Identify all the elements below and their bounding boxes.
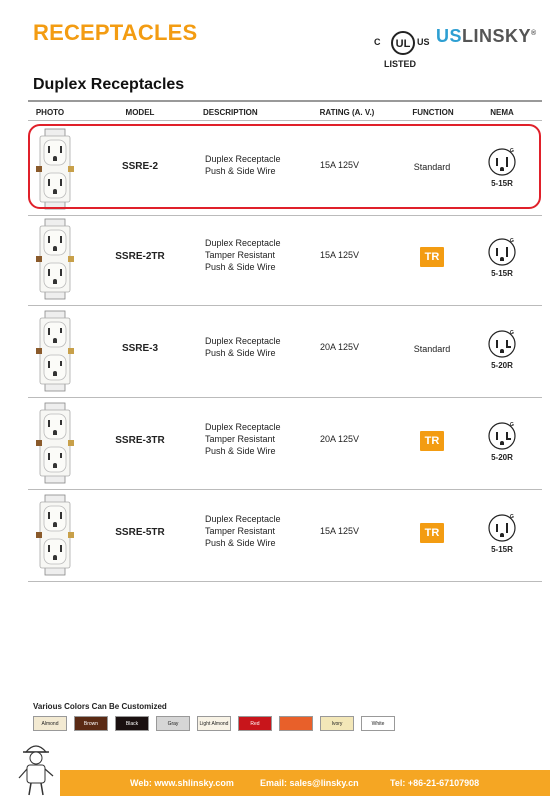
section-title: Duplex Receptacles: [33, 76, 185, 93]
ground-mark: G: [510, 238, 514, 244]
ul-c-mark: C: [374, 37, 381, 47]
description-line: Push & Side Wire: [205, 348, 276, 358]
description-line: Duplex Receptacle: [205, 154, 281, 164]
description-line: Push & Side Wire: [205, 166, 276, 176]
col-header-rating: RATING (A. V.): [319, 108, 375, 117]
nema-outlet-icon: [487, 421, 517, 451]
tamper-resistant-badge: TR: [420, 431, 444, 451]
ground-mark: G: [510, 514, 514, 520]
rating: 15A 125V: [320, 160, 360, 170]
nema-label: 5-15R: [491, 269, 513, 278]
row-divider: [28, 489, 542, 490]
footer-web: Web: www.shlinsky.com: [130, 778, 234, 788]
row-divider: [28, 581, 542, 582]
column-header-divider: [28, 120, 542, 121]
nema-outlet-icon: [487, 329, 517, 359]
description-line: Tamper Resistant: [205, 434, 276, 444]
function: Standard: [413, 162, 451, 172]
colors-title: Various Colors Can Be Customized: [33, 702, 167, 711]
nema-label: 5-20R: [491, 453, 513, 462]
description-line: Push & Side Wire: [205, 538, 276, 548]
color-swatch: Almond: [33, 716, 67, 731]
color-swatch: Brown: [74, 716, 108, 731]
ul-listed-text: LISTED: [384, 59, 417, 69]
rating: 15A 125V: [320, 526, 360, 536]
description: [205, 513, 315, 549]
color-swatch: Black: [115, 716, 149, 731]
col-header-model: MODEL: [125, 108, 155, 117]
nema-outlet-icon: [487, 237, 517, 267]
description-line: Duplex Receptacle: [205, 238, 281, 248]
row-divider: [28, 305, 542, 306]
receptacle-photo: [33, 218, 77, 300]
description-line: Push & Side Wire: [205, 446, 276, 456]
color-swatch: Ivory: [320, 716, 354, 731]
col-header-description: DESCRIPTION: [203, 108, 258, 117]
description-line: Duplex Receptacle: [205, 422, 281, 432]
footer-email: Email: sales@linsky.cn: [260, 778, 359, 788]
color-swatch: Red: [238, 716, 272, 731]
ul-listed-logo: [372, 22, 434, 74]
description-line: Push & Side Wire: [205, 262, 276, 272]
color-swatch: White: [361, 716, 395, 731]
ground-mark: G: [510, 422, 514, 428]
receptacle-photo: [33, 402, 77, 484]
model-number: SSRE-5TR: [115, 527, 165, 538]
rating: 15A 125V: [320, 250, 360, 260]
nema-label: 5-15R: [491, 179, 513, 188]
model-number: SSRE-3: [121, 343, 159, 354]
function: Standard: [413, 344, 451, 354]
col-header-photo: PHOTO: [35, 108, 65, 117]
footer-tel: Tel: +86-21-67107908: [390, 778, 480, 788]
description: [205, 335, 315, 359]
ground-mark: G: [510, 330, 514, 336]
page-title: RECEPTACLES: [33, 20, 198, 45]
row-divider: [28, 397, 542, 398]
description-line: Duplex Receptacle: [205, 336, 281, 346]
ul-us-mark: US: [417, 37, 430, 47]
description: [205, 237, 315, 273]
highlight-box: [28, 124, 541, 209]
rating: 20A 125V: [320, 342, 360, 352]
svg-text:UL: UL: [395, 38, 411, 50]
nema-outlet-icon: [487, 513, 517, 543]
color-swatch: [279, 716, 313, 731]
color-swatch: Light Almond: [197, 716, 231, 731]
receptacle-photo: [33, 310, 77, 392]
brand-logo: USLINSKY®: [436, 26, 537, 46]
description-line: Tamper Resistant: [205, 526, 276, 536]
receptacle-photo: [33, 494, 77, 576]
model-number: SSRE-2TR: [115, 251, 165, 262]
nema-label: 5-20R: [491, 361, 513, 370]
row-divider: [28, 215, 542, 216]
tamper-resistant-badge: TR: [420, 247, 444, 267]
rating: 20A 125V: [320, 434, 360, 444]
header-divider: [28, 100, 542, 102]
description-line: Duplex Receptacle: [205, 514, 281, 524]
model-number: SSRE-3TR: [115, 435, 165, 446]
ground-mark: G: [510, 148, 514, 154]
color-swatch: Gray: [156, 716, 190, 731]
col-header-function: FUNCTION: [412, 108, 454, 117]
contact-footer: [60, 770, 550, 796]
description: [205, 421, 315, 457]
tamper-resistant-badge: TR: [420, 523, 444, 543]
worker-mascot-illustration: [14, 738, 58, 798]
nema-label: 5-15R: [491, 545, 513, 554]
col-header-nema: NEMA: [490, 108, 514, 117]
model-number: SSRE-2: [121, 161, 159, 172]
description-line: Tamper Resistant: [205, 250, 276, 260]
